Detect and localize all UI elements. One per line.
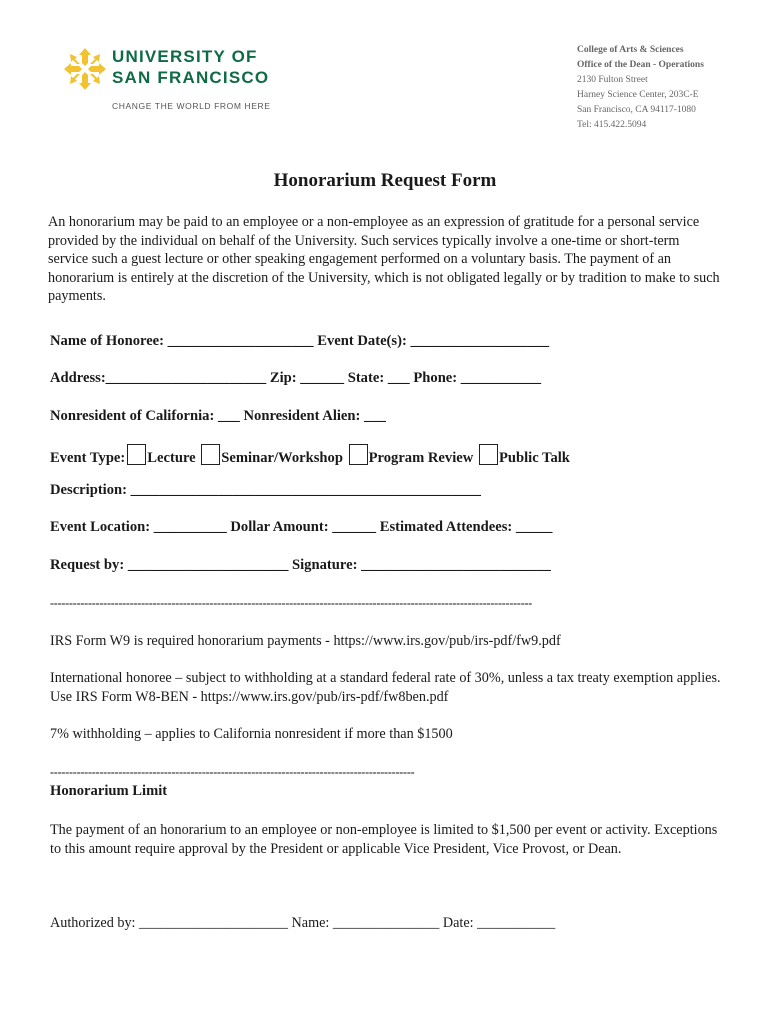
address-city: San Francisco, CA 94117-1080: [577, 105, 696, 115]
logo-wordmark-line2: SAN FRANCISCO: [112, 68, 270, 87]
usf-cross-emblem-icon: [62, 46, 108, 92]
field-line-description[interactable]: Description: ________________________________________________: [50, 482, 481, 498]
limit-heading: Honorarium Limit: [50, 783, 168, 799]
international-note: International honoree – subject to withholding at a standard federal rate of 30%, unless a tax treaty exemption applies. Use IRS Form W8-BEN - https://www.irs.gov/pub/irs-pdf/fw8ben.pdf: [50, 670, 721, 705]
address-building: Harney Science Center, 203C-E: [577, 90, 699, 100]
field-line-request-signature[interactable]: Request by: ______________________ Signature: __________________________: [50, 557, 551, 573]
event-type-option-seminar: Seminar/Workshop: [221, 450, 343, 466]
usf-logo: [62, 46, 292, 116]
address-college: College of Arts & Sciences: [577, 45, 684, 55]
address-tel: Tel: 415.422.5094: [577, 120, 647, 130]
field-line-address[interactable]: Address:______________________ Zip: ______ State: ___ Phone: ___________: [50, 370, 542, 386]
address-office: Office of the Dean - Operations: [577, 60, 704, 70]
checkbox-program-review[interactable]: [349, 444, 368, 465]
event-type-option-lecture: Lecture: [147, 450, 196, 466]
event-type-row: [50, 444, 570, 467]
event-type-label: Event Type:: [50, 450, 126, 466]
divider-1: -------------------------------------------------------------------------------------------------------------------------------: [50, 596, 533, 610]
office-address-block: [577, 43, 704, 133]
checkbox-lecture[interactable]: [127, 444, 146, 465]
withholding-note: 7% withholding – applies to California nonresident if more than $1500: [50, 726, 453, 742]
field-line-location-amount[interactable]: Event Location: __________ Dollar Amount: ______ Estimated Attendees: _____: [50, 519, 553, 535]
field-line-name-date[interactable]: Name of Honoree: ____________________ Event Date(s): ___________________: [50, 333, 550, 349]
limit-paragraph: The payment of an honorarium to an employee or non-employee is limited to $1,500 per event or activity. Exceptions to this amount require approval by the President or applicable Vice President, Vice Provost, or Dean.: [50, 822, 718, 857]
intro-paragraph: An honorarium may be paid to an employee or a non-employee as an expression of gratitude for a personal service provided by the individual on behalf of the University. Such services typically involve a one-time or short-term service such a guest lecture or other speaking engagement performed on a voluntary basis. The payment of an honorarium is entirely at the discretion of the University, which is not obligated legally or by tradition to make to such payments.: [48, 214, 720, 305]
divider-2: ------------------------------------------------------------------------------------------------: [50, 765, 415, 779]
field-line-nonresident[interactable]: Nonresident of California: ___ Nonresident Alien: ___: [50, 408, 386, 424]
page-title: Honorarium Request Form: [273, 170, 497, 191]
event-type-option-public-talk: Public Talk: [498, 450, 570, 466]
field-line-authorized[interactable]: Authorized by: _____________________ Name: _______________ Date: ___________: [50, 915, 556, 931]
logo-wordmark-line1: UNIVERSITY OF: [112, 47, 258, 66]
event-type-option-program-review: Program Review: [368, 450, 474, 466]
irs-w9-note: IRS Form W9 is required honorarium payments - https://www.irs.gov/pub/irs-pdf/fw9.pdf: [50, 633, 561, 649]
checkbox-public-talk[interactable]: [479, 444, 498, 465]
checkbox-seminar-workshop[interactable]: [201, 444, 220, 465]
logo-tagline: CHANGE THE WORLD FROM HERE: [112, 101, 271, 111]
address-street: 2130 Fulton Street: [577, 75, 648, 85]
